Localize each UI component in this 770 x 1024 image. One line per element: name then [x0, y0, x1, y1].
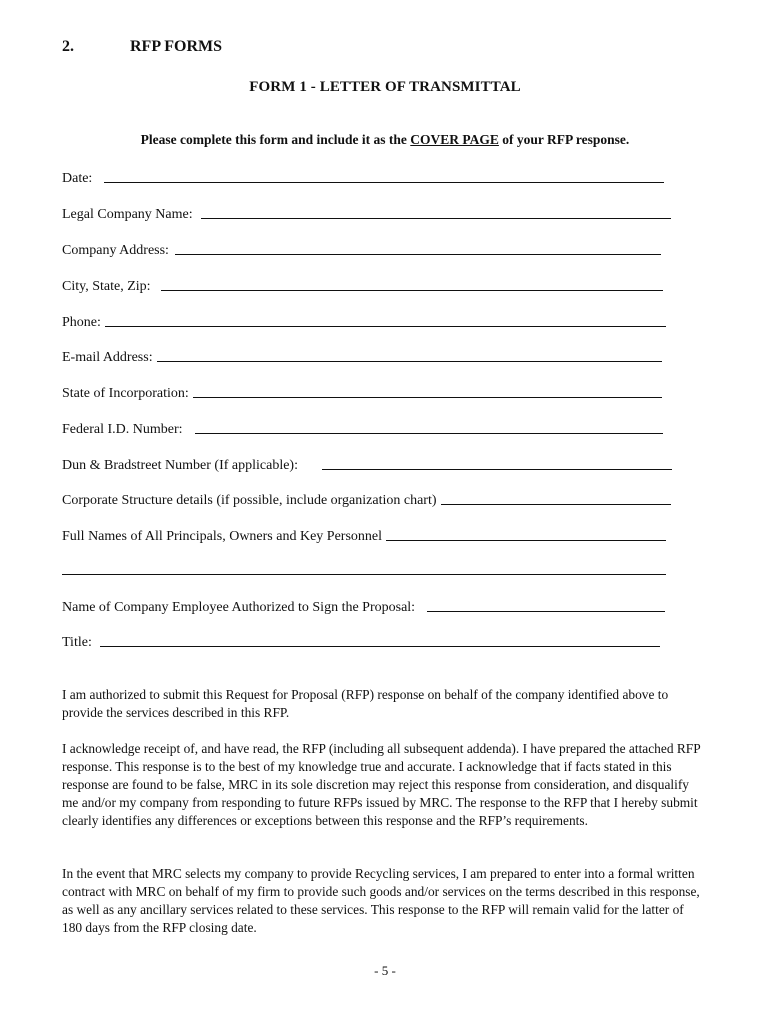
company-address-label: Company Address:: [62, 243, 169, 258]
state-of-incorporation-input-line[interactable]: [193, 397, 662, 398]
principals-label: Full Names of All Principals, Owners and Key Personnel: [62, 529, 383, 544]
title-input-line[interactable]: [100, 646, 660, 647]
duns-label: Dun & Bradstreet Number (If applicable):: [62, 458, 298, 473]
duns-input-line[interactable]: [322, 469, 672, 470]
phone-label: Phone:: [62, 315, 101, 330]
instruction-after: of your RFP response.: [498, 132, 630, 147]
legal-company-name-input-line[interactable]: [201, 218, 671, 219]
corporate-structure-label: Corporate Structure details (if possible, include organization chart): [62, 493, 437, 508]
date-label: Date:: [62, 171, 93, 186]
city-state-zip-label: City, State, Zip:: [62, 279, 151, 294]
city-state-zip-field: [62, 275, 663, 295]
section-title: RFP FORMS: [130, 38, 222, 55]
date-field: [62, 167, 664, 187]
authorized-employee-label: Name of Company Employee Authorized to Sign the Proposal:: [62, 600, 416, 615]
email-field: [62, 346, 662, 366]
duns-field: [62, 454, 672, 474]
email-input-line[interactable]: [157, 361, 662, 362]
city-state-zip-input-line[interactable]: [161, 290, 663, 291]
email-label: E-mail Address:: [62, 350, 153, 365]
company-address-input-line[interactable]: [175, 254, 661, 255]
legal-company-name-field: [62, 203, 671, 223]
principals-field: [62, 525, 666, 545]
instruction-text: [0, 132, 770, 148]
corporate-structure-input-line[interactable]: [441, 504, 671, 505]
phone-input-line[interactable]: [105, 326, 666, 327]
section-number: 2.: [62, 38, 74, 55]
title-label: Title:: [62, 635, 92, 650]
state-of-incorporation-field: [62, 382, 662, 402]
authorization-paragraph: I am authorized to submit this Request for Proposal (RFP) response on behalf of the company identified above to provide the services described in this RFP.: [62, 687, 669, 720]
legal-company-name-label: Legal Company Name:: [62, 207, 193, 222]
instruction-before: Please complete this form and include it as the: [140, 132, 411, 147]
corporate-structure-field: [62, 489, 671, 509]
title-field: [62, 631, 660, 651]
contract-paragraph: In the event that MRC selects my company to provide Recycling services, I am prepared to enter into a formal written contract with MRC on behalf of my firm to provide such goods and/or services on the terms described in this response, as well as any ancillary services related to these services. This response to the RFP will remain valid for the latter of 180 days from the RFP closing date.: [62, 866, 700, 935]
authorized-employee-input-line[interactable]: [427, 611, 665, 612]
phone-field: [62, 311, 666, 331]
section-heading: [62, 38, 662, 60]
principals-input-line[interactable]: [386, 540, 666, 541]
acknowledgement-paragraph: I acknowledge receipt of, and have read, the RFP (including all subsequent addenda). I have prepared the attached RFP response. This response is to the best of my knowledge true and accurate. I acknowledge that if facts stated in this response are found to be false, MRC in its sole discretion may reject this response from consideration, and disqualify me and/or my company from responding to future RFPs issued by MRC. The response to the RFP that I hereby submit clearly identifies any differences or exceptions between this response and the RFP’s requirements.: [62, 741, 701, 828]
form-title: FORM 1 - LETTER OF TRANSMITTAL: [249, 79, 521, 95]
authorized-employee-field: [62, 596, 665, 616]
state-of-incorporation-label: State of Incorporation:: [62, 386, 189, 401]
federal-id-input-line[interactable]: [195, 433, 663, 434]
principals-continuation-line[interactable]: [62, 574, 666, 575]
federal-id-field: [62, 418, 663, 438]
company-address-field: [62, 239, 661, 259]
federal-id-label: Federal I.D. Number:: [62, 422, 183, 437]
instruction-emphasis: COVER PAGE: [410, 132, 499, 147]
date-input-line[interactable]: [104, 182, 664, 183]
page-number: - 5 -: [374, 963, 396, 978]
